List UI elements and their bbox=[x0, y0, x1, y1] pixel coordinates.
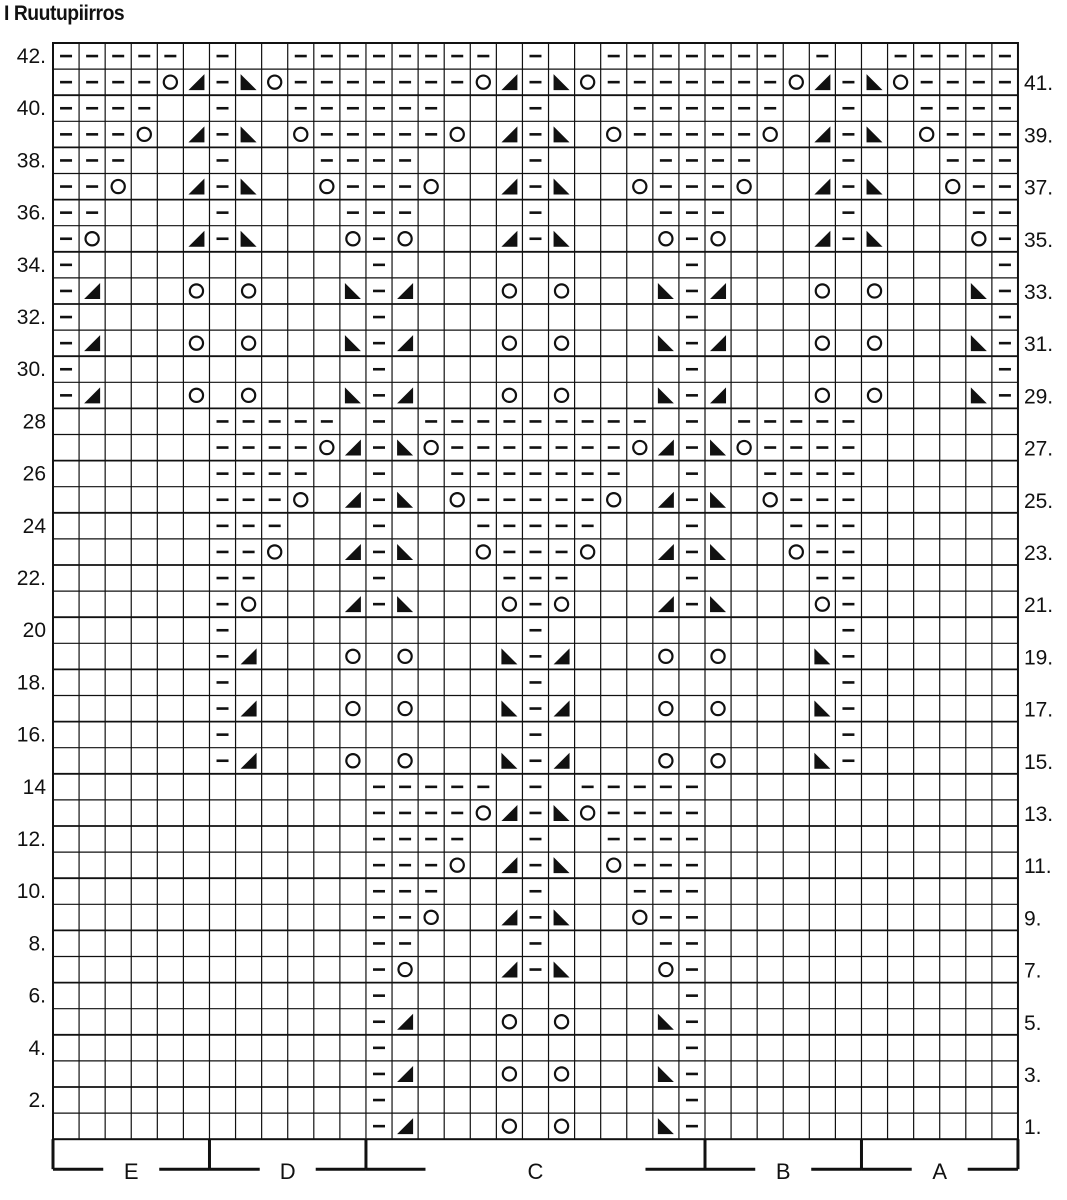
section-label: D bbox=[279, 1159, 296, 1185]
right-row-label: 1. bbox=[1023, 1116, 1042, 1140]
right-row-label: 27. bbox=[1023, 437, 1054, 461]
left-row-label: 36. bbox=[16, 201, 46, 225]
right-row-label: 23. bbox=[1023, 541, 1054, 565]
left-row-label: 10. bbox=[16, 880, 46, 904]
left-row-label: 2. bbox=[28, 1089, 46, 1112]
left-row-label: 34. bbox=[16, 253, 46, 277]
section-label: C bbox=[527, 1159, 544, 1185]
right-row-label: 11. bbox=[1023, 855, 1052, 879]
right-row-label: 17. bbox=[1023, 698, 1054, 722]
chart-grid bbox=[53, 43, 1018, 1139]
section-label: E bbox=[123, 1159, 139, 1185]
section-label: B bbox=[775, 1159, 791, 1185]
left-row-label: 40. bbox=[16, 97, 46, 121]
right-row-label: 9. bbox=[1023, 907, 1042, 931]
left-row-label: 28 bbox=[22, 410, 46, 434]
section-label: A bbox=[932, 1159, 948, 1185]
right-row-label: 7. bbox=[1023, 959, 1042, 983]
left-row-label: 4. bbox=[28, 1036, 46, 1060]
left-row-label: 16. bbox=[16, 723, 46, 747]
left-row-label: 26 bbox=[22, 462, 46, 486]
chart-title: I Ruutupiirros bbox=[4, 2, 125, 25]
left-row-label: 20 bbox=[22, 619, 46, 643]
right-row-label: 19. bbox=[1023, 646, 1054, 670]
right-row-label: 35. bbox=[1023, 228, 1054, 252]
right-row-label: 31. bbox=[1023, 333, 1054, 357]
left-row-label: 42. bbox=[16, 45, 46, 68]
right-row-label: 21. bbox=[1023, 594, 1054, 618]
left-row-label: 22. bbox=[16, 567, 46, 590]
right-row-label: 33. bbox=[1023, 280, 1054, 304]
left-row-label: 12. bbox=[16, 828, 46, 851]
left-row-label: 24 bbox=[22, 514, 46, 538]
left-row-label: 14 bbox=[22, 775, 46, 799]
left-row-label: 30. bbox=[16, 358, 46, 382]
right-row-label: 41. bbox=[1023, 72, 1054, 96]
right-row-label: 25. bbox=[1023, 489, 1054, 513]
section-brackets bbox=[53, 1139, 1018, 1184]
right-row-label: 39. bbox=[1023, 124, 1054, 148]
left-row-label: 38. bbox=[16, 149, 46, 173]
left-row-label: 8. bbox=[28, 932, 46, 956]
left-row-label: 32. bbox=[16, 306, 46, 329]
left-row-label: 18. bbox=[16, 671, 46, 695]
right-row-label: 5. bbox=[1023, 1011, 1042, 1035]
right-row-label: 29. bbox=[1023, 385, 1054, 409]
right-row-label: 3. bbox=[1023, 1063, 1042, 1087]
right-row-label: 37. bbox=[1023, 176, 1054, 200]
right-row-label: 13. bbox=[1023, 802, 1054, 826]
right-row-label: 15. bbox=[1023, 750, 1054, 774]
left-row-label: 6. bbox=[28, 984, 46, 1008]
